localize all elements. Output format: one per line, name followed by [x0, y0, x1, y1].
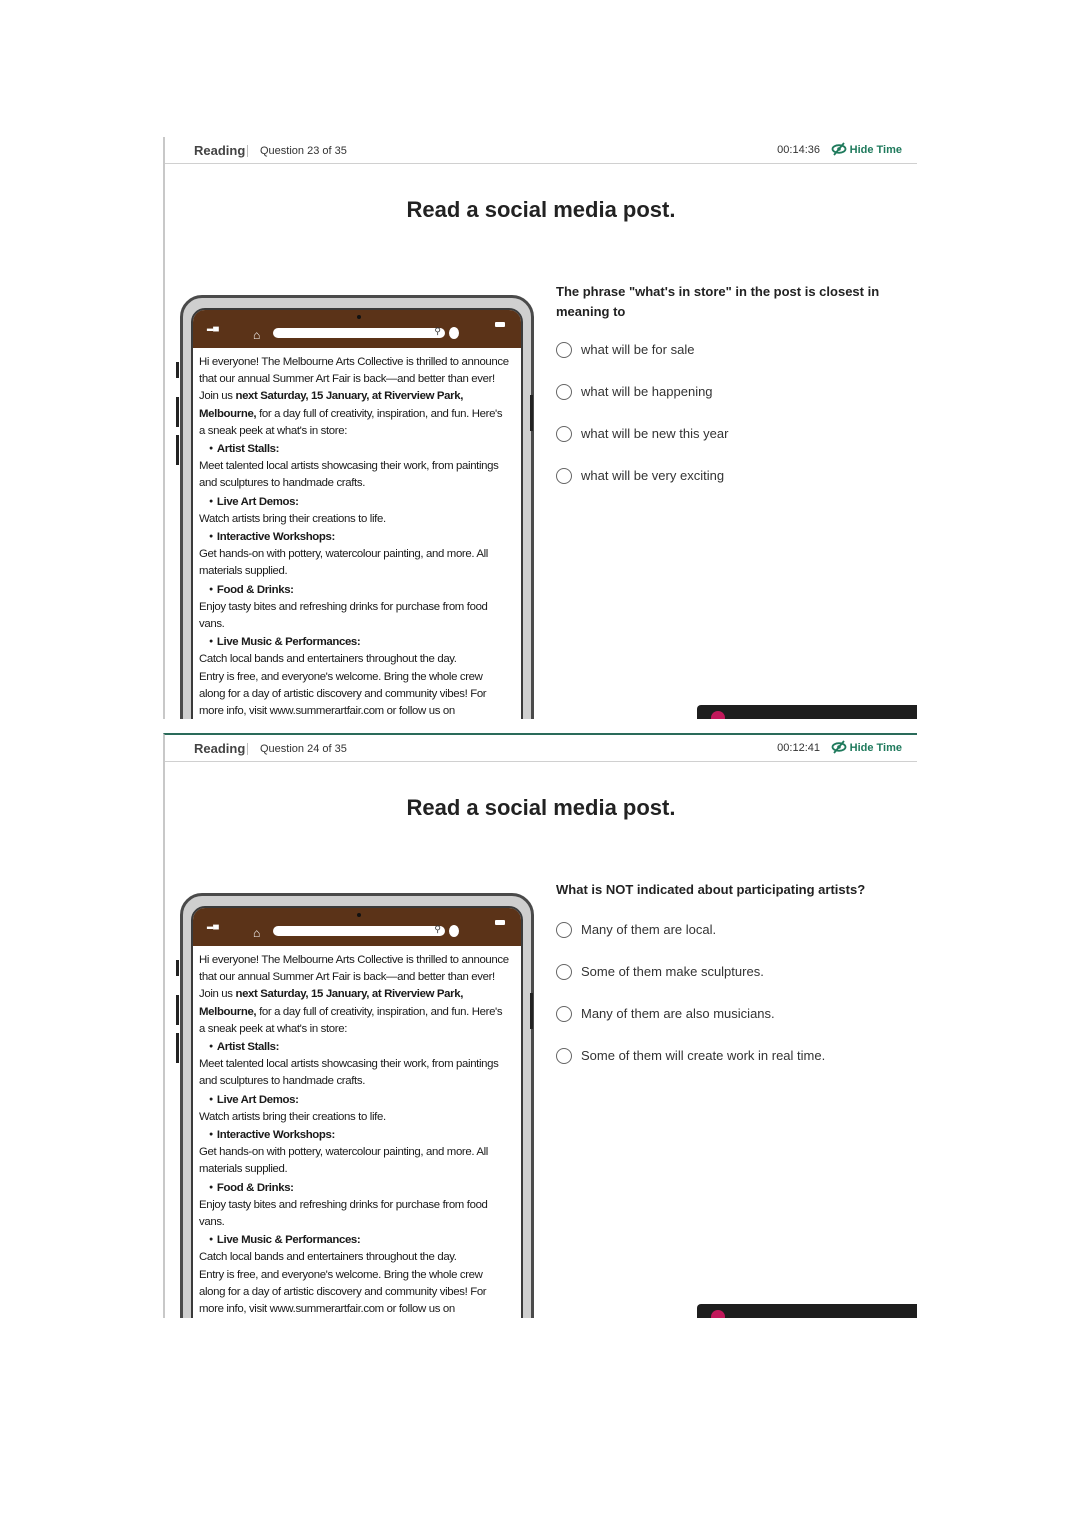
post-item-text: Meet talented local artists showcasing their work, from paintings and sculptures to handmade crafts.: [199, 1058, 499, 1088]
post-item-title: ● Artist Stalls:: [199, 440, 509, 458]
battery-icon: [495, 920, 505, 925]
answer-option[interactable]: [556, 1006, 906, 1048]
post-intro: Hi everyone! The Melbourne Arts Collective is thrilled to announce that our annual Summer Art Fair is back—and better than ever!: [199, 954, 509, 984]
answer-options: [556, 922, 906, 1090]
post-item-title: ● Live Art Demos:: [199, 493, 509, 511]
post-join-bold: next Saturday, 15 January, at Riverview Park, Melbourne,: [199, 988, 464, 1018]
post-item-title: ● Interactive Workshops:: [199, 1126, 509, 1144]
phone-frame: [180, 295, 534, 719]
answer-label: what will be happening: [581, 384, 713, 399]
radio-button[interactable]: [556, 426, 572, 442]
post-item-title: ● Food & Drinks:: [199, 1179, 509, 1197]
home-icon: ⌂: [253, 926, 261, 940]
answer-label: Some of them will create work in real time.: [581, 1048, 826, 1063]
phone-side-button: [176, 1033, 179, 1063]
eye-slash-icon[interactable]: [831, 141, 847, 157]
record-dot: [449, 327, 459, 339]
phone-side-button: [176, 960, 179, 976]
battery-icon: [495, 322, 505, 327]
camera-dot: [357, 315, 361, 319]
timer: 00:14:36: [777, 144, 820, 156]
post-item-text: Watch artists bring their creations to life.: [199, 1110, 386, 1123]
post-item-text: Enjoy tasty bites and refreshing drinks for purchase from food vans.: [199, 1198, 488, 1229]
post-item-title: ● Artist Stalls:: [199, 1038, 509, 1056]
post-join-suffix: for a day full of creativity, inspiration, and fun. Here's a sneak peek at what's in store:: [199, 1005, 503, 1035]
screenshot-question-24: [163, 733, 917, 1318]
post-item-title: ● Food & Drinks:: [199, 581, 509, 599]
timer: 00:12:41: [777, 742, 820, 754]
phone-side-button: [176, 397, 179, 427]
radio-button[interactable]: [556, 468, 572, 484]
signal-icon: ▂▄: [207, 920, 219, 929]
post-intro: Hi everyone! The Melbourne Arts Collective is thrilled to announce that our annual Summer Art Fair is back—and better than ever!: [199, 356, 509, 386]
phone-side-button: [176, 995, 179, 1025]
question-counter: Question 23 of 35: [260, 145, 347, 157]
answer-label: Many of them are local.: [581, 922, 717, 937]
post-item-text: Watch artists bring their creations to life.: [199, 512, 386, 525]
post-item-text: Catch local bands and entertainers throughout the day.: [199, 653, 457, 666]
search-icon: ⚲: [434, 326, 441, 336]
address-bar: [273, 926, 445, 936]
answer-options: [556, 342, 906, 510]
page-heading: Read a social media post.: [406, 795, 676, 820]
radio-button[interactable]: [556, 342, 572, 358]
post-item-title: ● Live Music & Performances:: [199, 1231, 509, 1249]
post-join-suffix: for a day full of creativity, inspiration, and fun. Here's a sneak peek at what's in store:: [199, 407, 503, 437]
post-join-bold: next Saturday, 15 January, at Riverview Park, Melbourne,: [199, 390, 464, 420]
answer-option[interactable]: [556, 426, 906, 468]
hide-time-button[interactable]: Hide Time: [849, 144, 902, 156]
answer-option[interactable]: [556, 468, 906, 510]
phone-side-button: [176, 362, 179, 378]
answer-label: Some of them make sculptures.: [581, 964, 764, 979]
post-join: [199, 986, 509, 1038]
phone-side-button: [530, 993, 533, 1029]
post-item-text: Enjoy tasty bites and refreshing drinks for purchase from food vans.: [199, 600, 488, 631]
header-divider: [247, 145, 248, 157]
post-closing: Entry is free, and everyone's welcome. Bring the whole crew along for a day of artistic discovery and community vibes! For more info, visit www.summerartfair.com or follow us on: [199, 1268, 487, 1316]
post-item-text: Meet talented local artists showcasing their work, from paintings and sculptures to handmade crafts.: [199, 460, 499, 490]
search-icon: ⚲: [434, 924, 441, 934]
answer-label: what will be very exciting: [581, 468, 725, 483]
answer-label: what will be new this year: [581, 426, 729, 441]
radio-button[interactable]: [556, 1048, 572, 1064]
post-item-text: Catch local bands and entertainers throughout the day.: [199, 1251, 457, 1264]
question-text: What is NOT indicated about participating artists?: [556, 882, 866, 897]
screenshot-question-23: [163, 137, 917, 719]
radio-button[interactable]: [556, 1006, 572, 1022]
post-join-prefix: Join us: [199, 390, 236, 403]
test-header: [165, 735, 917, 762]
answer-label: what will be for sale: [581, 342, 695, 357]
phone-side-button: [530, 395, 533, 431]
post-item-title: ● Live Music & Performances:: [199, 633, 509, 651]
home-icon: ⌂: [253, 328, 261, 342]
notification-avatar: [711, 711, 725, 719]
post-item-title: ● Interactive Workshops:: [199, 528, 509, 546]
notification-bar: [697, 1304, 917, 1318]
post-join: [199, 388, 509, 440]
record-dot: [449, 925, 459, 937]
answer-option[interactable]: [556, 964, 906, 1006]
header-divider: [247, 743, 248, 755]
page-heading: Read a social media post.: [406, 197, 676, 222]
question-counter: Question 24 of 35: [260, 743, 347, 755]
phone-browser-bar: [193, 908, 521, 946]
phone-side-button: [176, 435, 179, 465]
answer-label: Many of them are also musicians.: [581, 1006, 775, 1021]
notification-avatar: [711, 1310, 725, 1318]
radio-button[interactable]: [556, 964, 572, 980]
post-item-title: ● Live Art Demos:: [199, 1091, 509, 1109]
phone-screen: [191, 308, 523, 719]
camera-dot: [357, 913, 361, 917]
section-label: Reading: [194, 143, 246, 158]
post-item-text: Get hands-on with pottery, watercolour painting, and more. All materials supplied.: [199, 1146, 488, 1176]
address-bar: [273, 328, 445, 338]
radio-button[interactable]: [556, 922, 572, 938]
answer-option[interactable]: [556, 384, 906, 426]
hide-time-button[interactable]: Hide Time: [849, 742, 902, 754]
phone-frame: [180, 893, 534, 1318]
social-media-post: [199, 952, 509, 1318]
answer-option[interactable]: [556, 342, 906, 384]
radio-button[interactable]: [556, 384, 572, 400]
eye-slash-icon[interactable]: [831, 739, 847, 755]
answer-option[interactable]: [556, 922, 906, 964]
post-item-text: Get hands-on with pottery, watercolour painting, and more. All materials supplied.: [199, 548, 488, 578]
test-header: [165, 137, 917, 164]
section-label: Reading: [194, 741, 246, 756]
social-media-post: [199, 354, 509, 719]
phone-browser-bar: [193, 310, 521, 348]
question-text: The phrase "what's in store" in the post is closest in meaning to: [556, 284, 880, 319]
signal-icon: ▂▄: [207, 322, 219, 331]
phone-screen: [191, 906, 523, 1318]
notification-bar: [697, 705, 917, 719]
post-join-prefix: Join us: [199, 988, 236, 1001]
post-closing: Entry is free, and everyone's welcome. Bring the whole crew along for a day of artistic discovery and community vibes! For more info, visit www.summerartfair.com or follow us on: [199, 670, 487, 718]
answer-option[interactable]: [556, 1048, 906, 1090]
